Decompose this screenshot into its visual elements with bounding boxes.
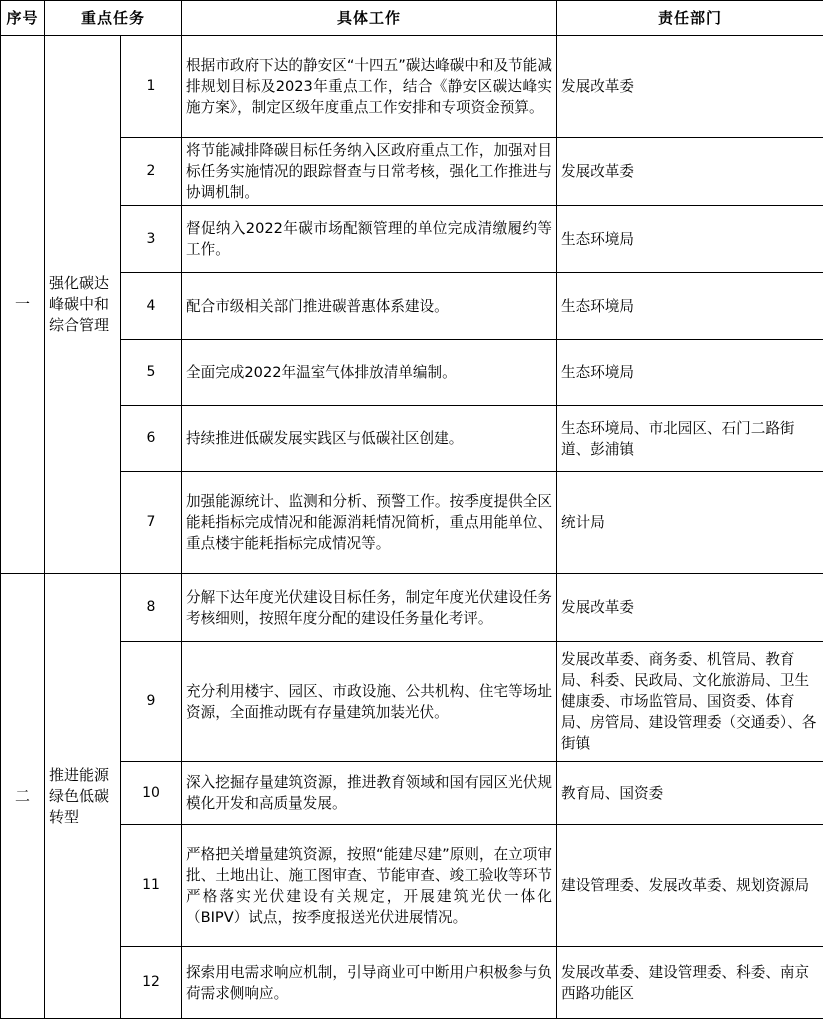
row-work: 严格把关增量建筑资源，按照“能建尽建”原则，在立项审批、土地出让、施工图审查、节能审查、竣工验收等环节严格落实光伏建设有关规定，开展建筑光伏一体化（BIPV）试点，按季度报送光伏进展情况。 xyxy=(182,825,557,947)
row-work: 根据市政府下达的静安区“十四五”碳达峰碳中和及节能减排规划目标及2023年重点工作，结合《静安区碳达峰实施方案》，制定区级年度重点工作安排和专项资金预算。 xyxy=(182,36,557,138)
table-row xyxy=(1,206,823,273)
row-work: 深入挖掘存量建筑资源，推进教育领域和国有园区光伏规模化开发和高质量发展。 xyxy=(182,762,557,825)
group-seq: 一 xyxy=(1,36,45,574)
row-dept: 发展改革委、商务委、机管局、教育局、科委、民政局、文化旅游局、卫生健康委、市场监管局、国资委、体育局、房管局、建设管理委（交通委）、各街镇 xyxy=(557,642,823,762)
table-row xyxy=(1,36,823,138)
table-row xyxy=(1,273,823,340)
row-work: 持续推进低碳发展实践区与低碳社区创建。 xyxy=(182,406,557,472)
row-dept: 发展改革委、建设管理委、科委、南京西路功能区 xyxy=(557,947,823,1019)
row-number: 7 xyxy=(121,472,182,574)
table-row xyxy=(1,406,823,472)
row-dept: 建设管理委、发展改革委、规划资源局 xyxy=(557,825,823,947)
row-work: 充分利用楼宇、园区、市政设施、公共机构、住宅等场址资源，全面推动既有存量建筑加装光伏。 xyxy=(182,642,557,762)
row-work: 加强能源统计、监测和分析、预警工作。按季度提供全区能耗指标完成情况和能源消耗情况简析，重点用能单位、重点楼宇能耗指标完成情况等。 xyxy=(182,472,557,574)
table-row xyxy=(1,825,823,947)
row-number: 9 xyxy=(121,642,182,762)
table-row xyxy=(1,138,823,206)
row-number: 5 xyxy=(121,340,182,406)
row-dept: 生态环境局 xyxy=(557,273,823,340)
table-row xyxy=(1,340,823,406)
row-dept: 发展改革委 xyxy=(557,138,823,206)
row-dept: 生态环境局 xyxy=(557,340,823,406)
row-number: 1 xyxy=(121,36,182,138)
row-number: 8 xyxy=(121,574,182,642)
header-task: 重点任务 xyxy=(45,1,182,36)
group-task: 强化碳达峰碳中和综合管理 xyxy=(45,36,121,574)
row-number: 4 xyxy=(121,273,182,340)
group-task: 推进能源绿色低碳转型 xyxy=(45,574,121,1019)
row-number: 12 xyxy=(121,947,182,1019)
row-dept: 统计局 xyxy=(557,472,823,574)
table-header-row xyxy=(1,1,823,36)
row-work: 配合市级相关部门推进碳普惠体系建设。 xyxy=(182,273,557,340)
header-seq: 序号 xyxy=(1,1,45,36)
row-number: 2 xyxy=(121,138,182,206)
header-dept: 责任部门 xyxy=(557,1,823,36)
header-work: 具体工作 xyxy=(182,1,557,36)
row-work: 探索用电需求响应机制，引导商业可中断用户积极参与负荷需求侧响应。 xyxy=(182,947,557,1019)
row-number: 6 xyxy=(121,406,182,472)
row-number: 11 xyxy=(121,825,182,947)
table-row xyxy=(1,642,823,762)
table-row xyxy=(1,574,823,642)
group-seq: 二 xyxy=(1,574,45,1019)
row-dept: 教育局、国资委 xyxy=(557,762,823,825)
table-row xyxy=(1,762,823,825)
row-number: 10 xyxy=(121,762,182,825)
row-number: 3 xyxy=(121,206,182,273)
row-dept: 生态环境局 xyxy=(557,206,823,273)
table-row xyxy=(1,472,823,574)
row-dept: 发展改革委 xyxy=(557,574,823,642)
row-work: 督促纳入2022年碳市场配额管理的单位完成清缴履约等工作。 xyxy=(182,206,557,273)
row-dept: 生态环境局、市北园区、石门二路街道、彭浦镇 xyxy=(557,406,823,472)
row-work: 全面完成2022年温室气体排放清单编制。 xyxy=(182,340,557,406)
row-work: 分解下达年度光伏建设目标任务，制定年度光伏建设任务考核细则，按照年度分配的建设任务量化考评。 xyxy=(182,574,557,642)
row-dept: 发展改革委 xyxy=(557,36,823,138)
row-work: 将节能减排降碳目标任务纳入区政府重点工作，加强对目标任务实施情况的跟踪督查与日常考核，强化工作推进与协调机制。 xyxy=(182,138,557,206)
table-row xyxy=(1,947,823,1019)
